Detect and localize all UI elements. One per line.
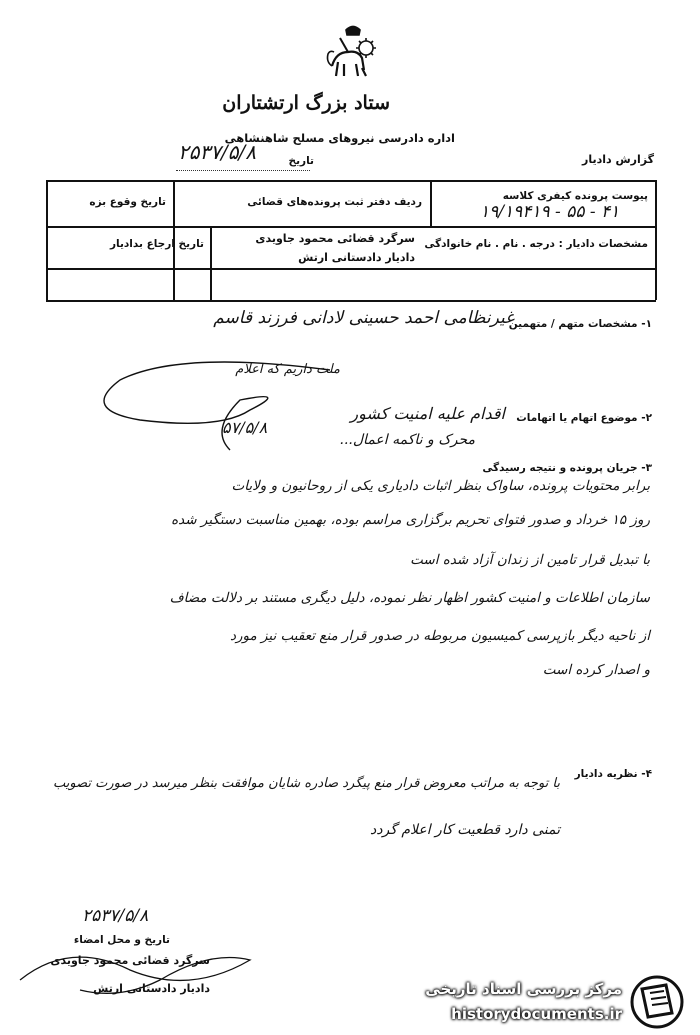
registry-row-label: ردیف دفتر ثبت پرونده‌های قضائی xyxy=(247,196,422,208)
prosecutor-stamp-line1: سرگرد قضائی محمود جاویدی xyxy=(255,232,415,245)
section-1-handwritten-text: غیرنظامی احمد حسینی لادانی فرزند قاسم xyxy=(213,308,514,328)
margin-date: ۵۷/۵/۸ xyxy=(222,418,268,437)
section-2-text-line2: محرک و ناکمه اعمال... xyxy=(339,432,475,448)
section-4-label: ۴- نظریه دادیار xyxy=(574,768,652,780)
prosecutor-specs-label: مشخصات دادیار : درجه . نام . نام خانوادگی xyxy=(424,238,648,250)
handwritten-margin-loop xyxy=(60,340,360,460)
form-top-border xyxy=(46,180,656,182)
organization-title: ستاد بزرگ ارتشتاران xyxy=(222,92,390,114)
signature-place-label: تاریخ و محل امضاء xyxy=(73,934,170,946)
form-left-border xyxy=(46,180,48,300)
date-dotted-line xyxy=(176,170,310,171)
section-3-line-2: روز ۱۵ خرداد و صدور فتوای تحریم برگزاری مراسم بوده، بهمین مناسبت دستگیر شده xyxy=(171,512,650,528)
form-right-border xyxy=(655,180,657,300)
form-row-divider xyxy=(46,226,656,228)
prosecutor-stamp-line2: دادیار دادستانی ارتش xyxy=(298,251,415,264)
section-2-text-line1: اقدام علیه امنیت کشور xyxy=(350,404,505,423)
signature-date: ۲۵۳۷/۵/۸ xyxy=(82,906,149,926)
section-4-line-1: با توجه به مراتب معروض قرار منع پیگرد صادره شایان موافقت بنظر میرسد در صورت تصویب xyxy=(53,776,560,791)
report-label: گزارش دادیار xyxy=(581,153,654,166)
section-3-label: ۳- جریان پرونده و نتیجه رسیدگی xyxy=(482,462,652,474)
section-3-line-5: از ناحیه دیگر بازپرسی کمیسیون مربوطه در صدور قرار منع تعقیب نیز مورد xyxy=(229,628,650,644)
report-date-value: ۲۵۳۷/۵/۸ xyxy=(178,140,256,164)
organization-subtitle: اداره دادرسی نیروهای مسلح شاهنشاهی xyxy=(224,131,455,145)
lion-and-sun-emblem-icon xyxy=(318,22,388,82)
form-row-divider xyxy=(46,268,656,270)
section-3-line-3: با تبدیل قرار تامین از زندان آزاد شده است xyxy=(410,552,650,568)
attachment-number-value: ۱۹/۱۹۴۱۹ - ۵۵ - ۴۱ xyxy=(480,202,620,222)
form-column-divider xyxy=(430,180,432,226)
section-3-line-4: سازمان اطلاعات و امنیت کشور اظهار نظر نموده، دلیل دیگری مستند بر دلالت مضاف xyxy=(169,590,650,606)
watermark-url: historydocuments.ir xyxy=(451,1005,622,1023)
section-1-label: ۱- مشخصات متهم / متهمین xyxy=(508,318,652,330)
history-documents-logo-icon xyxy=(628,975,686,1029)
watermark-title: مرکز بررسی اسناد تاریخی xyxy=(425,980,622,998)
form-row-divider xyxy=(46,300,656,302)
referral-date-label: تاریخ ارجاع بدادیار xyxy=(109,238,204,250)
section-3-line-1: برابر محتویات پرونده، ساواک بنظر اثبات دادیاری یکی از روحانیون و ولایات xyxy=(231,478,650,494)
attachment-label: پیوست پرونده کیفری کلاسه xyxy=(502,190,648,202)
section-4-line-2: تمنی دارد قطعیت کار اعلام گردد xyxy=(370,822,560,838)
signature-stamp-line2: دادیار دادستانی ارتش xyxy=(93,982,210,995)
signature-stamp-line1: سرگرد قضائی محمود جاویدی xyxy=(50,954,210,967)
section-2-label: ۲- موضوع اتهام یا اتهامات xyxy=(516,412,652,424)
section-3-line-6: و اصدار کرده است xyxy=(542,662,650,678)
date-label: تاریخ xyxy=(288,155,314,167)
margin-note: ملت داریم که اعلام xyxy=(235,362,340,377)
form-column-divider xyxy=(210,226,212,300)
crime-date-label: تاریخ وقوع بزه xyxy=(89,196,166,208)
